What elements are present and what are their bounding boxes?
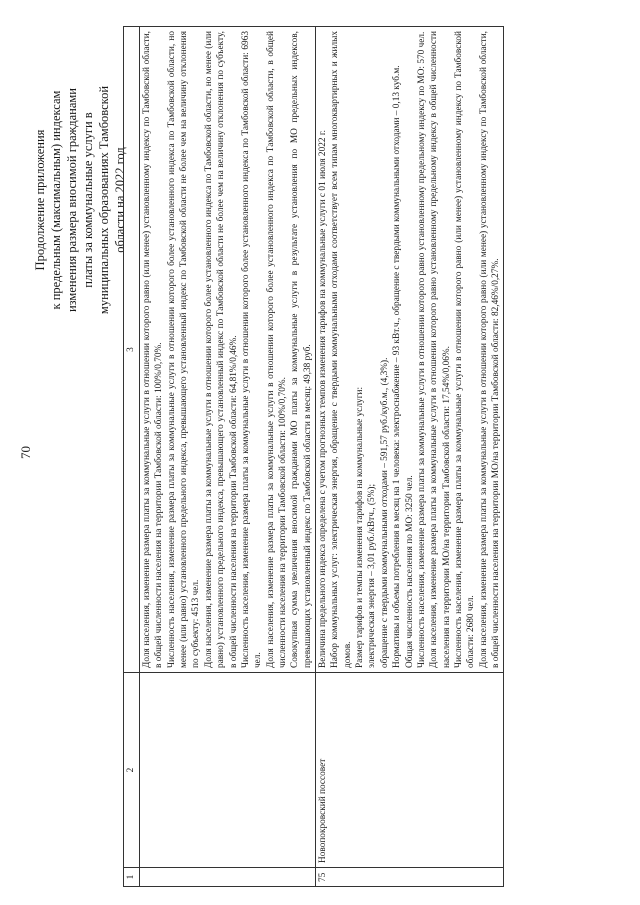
municipality-name: Новопокровский поссовет bbox=[316, 673, 504, 868]
description-paragraph: Доля населения, изменение размера платы за коммунальные услуги в отношении которого более установленного индекса по Тамбовской области, но менее (или равно) установленного предельного индекса, превышающего установленный индекс по Тамбовской области не более чем на величину отклонения по субъекту, в общей численности населения на территории Тамбовской области: 64,81%/0,46%. bbox=[203, 31, 239, 668]
row-description bbox=[316, 27, 504, 673]
header-line: к предельным (максимальным) индексам bbox=[49, 90, 63, 310]
description-paragraph: Численность населения, изменение размера платы за коммунальные услуги в отношении которого равно установленному предельному индексу по МО: 570 чел. bbox=[416, 31, 427, 668]
description-paragraph: Доля населения, изменение размера платы за коммунальные услуги в отношении которого более установленного индекса по Тамбовской области, в общей численности населения на территории Тамбовской области: 100%/0,70%. bbox=[265, 31, 288, 668]
column-header: 1 bbox=[124, 868, 140, 887]
description-paragraph: Доля населения, изменение размера платы за коммунальные услуги в отношении которого равно установленному предельному индексу в общей численности населения на территории МО/на территории Тамбовской области: 17,54%/0,06%. bbox=[429, 31, 452, 668]
municipality-name bbox=[140, 673, 316, 868]
page-number: 70 bbox=[18, 446, 33, 459]
description-paragraph: Доля населения, изменение размера платы за коммунальные услуги в отношении которого равно (или менее) установленному индексу по Тамбовской области, в общей численности населения на территории МО/на территории Тамбовской области: 82,46%/0,27%. bbox=[478, 31, 502, 668]
description-paragraph: Нормативы и объемы потребления в месяц на 1 человека: электроснабжение – 93 кВт.ч., обращение с твердыми коммунальными отходами – 0,13 куб.м. bbox=[392, 65, 403, 668]
description-paragraph: Набор коммунальных услуг: электрическая энергия, обращение с твердыми коммунальными отходами соответствует всем типам многоквартирных и жилых домов. bbox=[330, 31, 353, 668]
description-paragraph: Совокупная сумма увеличения вносимой гражданами МО платы за коммунальные услуги в результате установления по МО предельных индексов, превышающих установленный индекс по Тамбовской области в месяц: 49,38 руб. bbox=[290, 31, 313, 668]
description-paragraph: Численность населения, изменение размера платы за коммунальные услуги в отношении которого более установленного индекса по Тамбовской области: 6963 чел. bbox=[240, 31, 264, 668]
description-paragraph: Размер тарифов и темпы изменения тарифов на коммунальные услуги: bbox=[355, 386, 366, 668]
appendix-header bbox=[32, 50, 128, 350]
header-line: Продолжение приложения bbox=[33, 129, 47, 271]
table-header-row bbox=[124, 27, 140, 887]
index-table bbox=[123, 26, 504, 887]
header-line: платы за коммунальные услуги в bbox=[81, 112, 95, 288]
description-paragraph: Численность населения, изменение размера платы за коммунальные услуги в отношении которого равно (или менее) установленному индексу по Тамбовской области: 2680 чел. bbox=[453, 31, 477, 668]
description-paragraph: Общая численность населения по МО: 3250 чел. bbox=[404, 475, 415, 668]
column-header: 2 bbox=[124, 673, 140, 868]
row-number: 75 bbox=[316, 868, 504, 887]
column-header: 3 bbox=[124, 27, 140, 673]
table-row bbox=[316, 27, 504, 887]
description-paragraph: Величина предельного индекса определена с учетом прогнозных темпов изменения тарифов на коммунальные услуги с 01 июля 2022 г. bbox=[318, 130, 329, 668]
row-description bbox=[140, 27, 316, 673]
row-number bbox=[140, 868, 316, 887]
description-paragraph: обращение с твердыми коммунальными отходами – 591,57 руб./куб.м., (4,3%). bbox=[379, 357, 390, 668]
header-line: изменения размера вносимой гражданами bbox=[65, 88, 79, 313]
header-line: муниципальных образованиях Тамбовской bbox=[97, 85, 111, 315]
table-row bbox=[140, 27, 316, 887]
description-paragraph: Численность населения, изменение размера платы за коммунальные услуги в отношении которого более установленного индекса по Тамбовской области, но менее (или равно) установленного предельного индекса, превышающего установленный индекс по Тамбовской области не более чем на величину отклонения по субъекту: 4513 чел. bbox=[166, 31, 202, 668]
header-line: области на 2022 год bbox=[113, 147, 127, 253]
description-paragraph: Доля населения, изменение размера платы за коммунальные услуги в отношении которого равно (или менее) установленному индексу по Тамбовской области, в общей численности населения на территории Тамбовской области: 100%/0,70%. bbox=[142, 31, 165, 668]
description-paragraph: электрическая энергия – 3,01 руб./кВтч., (5%); bbox=[367, 483, 378, 668]
